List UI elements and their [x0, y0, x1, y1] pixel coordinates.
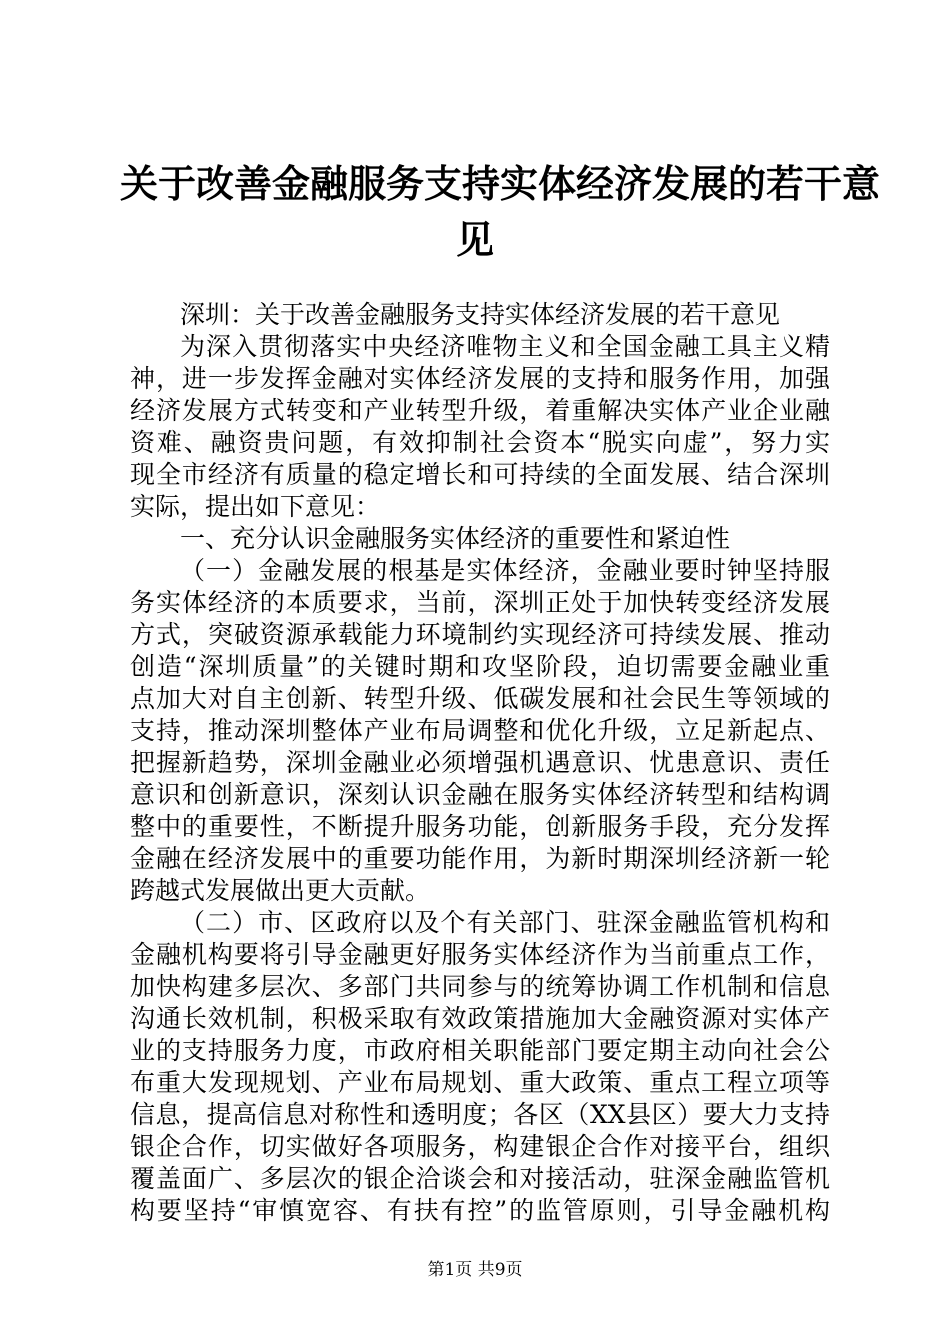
- body-line: 把握新趋势，深圳金融业必须增强机遇意识、忧患意识、责任: [130, 748, 830, 777]
- body-line: 加快构建多层次、多部门共同参与的统筹协调工作机制和信息: [130, 972, 830, 1001]
- body-line: 实际，提出如下意见：: [130, 492, 381, 521]
- body-line: 资难、融资贵问题，有效抑制社会资本“脱实向虚”，努力实: [130, 428, 830, 457]
- body-line: 金融机构要将引导金融更好服务实体经济作为当前重点工作，: [130, 940, 830, 969]
- body-line: 信息，提高信息对称性和透明度；各区（XX县区）要大力支持: [130, 1100, 830, 1129]
- subtitle-line: 深圳：关于改善金融服务支持实体经济发展的若干意见: [180, 300, 781, 329]
- body-line: （一）金融发展的根基是实体经济，金融业要时钟坚持服: [180, 556, 830, 585]
- body-line: 跨越式发展做出更大贡献。: [130, 876, 431, 905]
- body-line: 点加大对自主创新、转型升级、低碳发展和社会民生等领域的: [130, 684, 830, 713]
- page-footer: 第1页 共9页: [427, 1260, 523, 1280]
- body-line: 意识和创新意识，深刻认识金融在服务实体经济转型和结构调: [130, 780, 830, 809]
- body-line: 银企合作，切实做好各项服务，构建银企合作对接平台，组织: [130, 1132, 830, 1161]
- section-heading: 一、充分认识金融服务实体经济的重要性和紧迫性: [180, 524, 731, 553]
- body-line: 为深入贯彻落实中央经济唯物主义和全国金融工具主义精: [180, 332, 830, 361]
- body-line: 覆盖面广、多层次的银企洽谈会和对接活动，驻深金融监管机: [130, 1164, 830, 1193]
- body-line: 创造“深圳质量”的关键时期和攻坚阶段，迫切需要金融业重: [130, 652, 830, 681]
- body-line: 神，进一步发挥金融对实体经济发展的支持和服务作用，加强: [130, 364, 830, 393]
- document-title-line-1: 关于改善金融服务支持实体经济发展的若干意: [120, 161, 881, 206]
- body-line: 布重大发现规划、产业布局规划、重大政策、重点工程立项等: [130, 1068, 830, 1097]
- body-line: 沟通长效机制，积极采取有效政策措施加大金融资源对实体产: [130, 1004, 830, 1033]
- body-line: （二）市、区政府以及个有关部门、驻深金融监管机构和: [180, 908, 830, 937]
- body-line: 业的支持服务力度，市政府相关职能部门要定期主动向社会公: [130, 1036, 830, 1065]
- body-line: 方式，突破资源承载能力环境制约实现经济可持续发展、推动: [130, 620, 830, 649]
- body-line: 务实体经济的本质要求，当前，深圳正处于加快转变经济发展: [130, 588, 830, 617]
- document-title-line-2: 见: [455, 217, 494, 262]
- body-line: 现全市经济有质量的稳定增长和可持续的全面发展、结合深圳: [130, 460, 830, 489]
- body-line: 构要坚持“审慎宽容、有扶有控”的监管原则，引导金融机构: [130, 1196, 830, 1225]
- body-line: 金融在经济发展中的重要功能作用，为新时期深圳经济新一轮: [130, 844, 830, 873]
- body-line: 经济发展方式转变和产业转型升级，着重解决实体产业企业融: [130, 396, 830, 425]
- body-line: 整中的重要性，不断提升服务功能，创新服务手段，充分发挥: [130, 812, 830, 841]
- body-line: 支持，推动深圳整体产业布局调整和优化升级，立足新起点、: [130, 716, 830, 745]
